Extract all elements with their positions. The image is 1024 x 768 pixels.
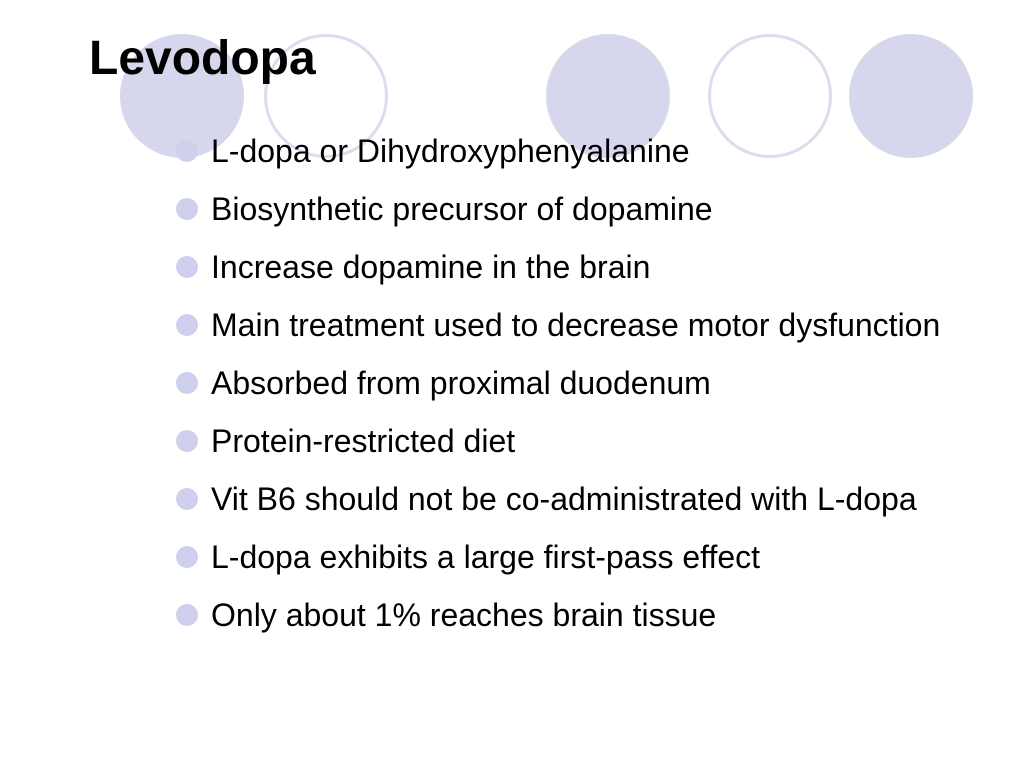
bullet-dot-icon	[176, 314, 198, 336]
bullet-text: Vit B6 should not be co-administrated with L-dopa	[211, 481, 917, 517]
bullet-item	[176, 244, 1016, 290]
bullet-item	[176, 476, 1016, 522]
bullet-text: Absorbed from proximal duodenum	[211, 365, 711, 401]
bullet-dot-icon	[176, 488, 198, 510]
bullet-dot-icon	[176, 256, 198, 278]
bullet-text: Protein-restricted diet	[211, 423, 516, 459]
bullet-item	[176, 186, 1016, 232]
bullet-item	[176, 592, 1016, 638]
bullet-text: L-dopa exhibits a large first-pass effect	[211, 539, 761, 575]
bullet-dot-icon	[176, 140, 198, 162]
bullet-text: L-dopa or Dihydroxyphenyalanine	[211, 133, 690, 169]
bullet-dot-icon	[176, 430, 198, 452]
bullet-list	[176, 128, 1016, 650]
bullet-item	[176, 360, 1016, 406]
bullet-dot-icon	[176, 198, 198, 220]
bullet-dot-icon	[176, 546, 198, 568]
bullet-dot-icon	[176, 372, 198, 394]
bullet-text: Only about 1% reaches brain tissue	[211, 597, 717, 633]
bullet-item	[176, 534, 1016, 580]
slide-title: Levodopa	[89, 32, 316, 85]
bullet-item	[176, 302, 1016, 348]
bullet-item	[176, 128, 1016, 174]
bullet-text: Main treatment used to decrease motor dysfunction	[211, 307, 941, 343]
bullet-text: Increase dopamine in the brain	[211, 249, 651, 285]
bullet-text: Biosynthetic precursor of dopamine	[211, 191, 713, 227]
bullet-item	[176, 418, 1016, 464]
bullet-dot-icon	[176, 604, 198, 626]
